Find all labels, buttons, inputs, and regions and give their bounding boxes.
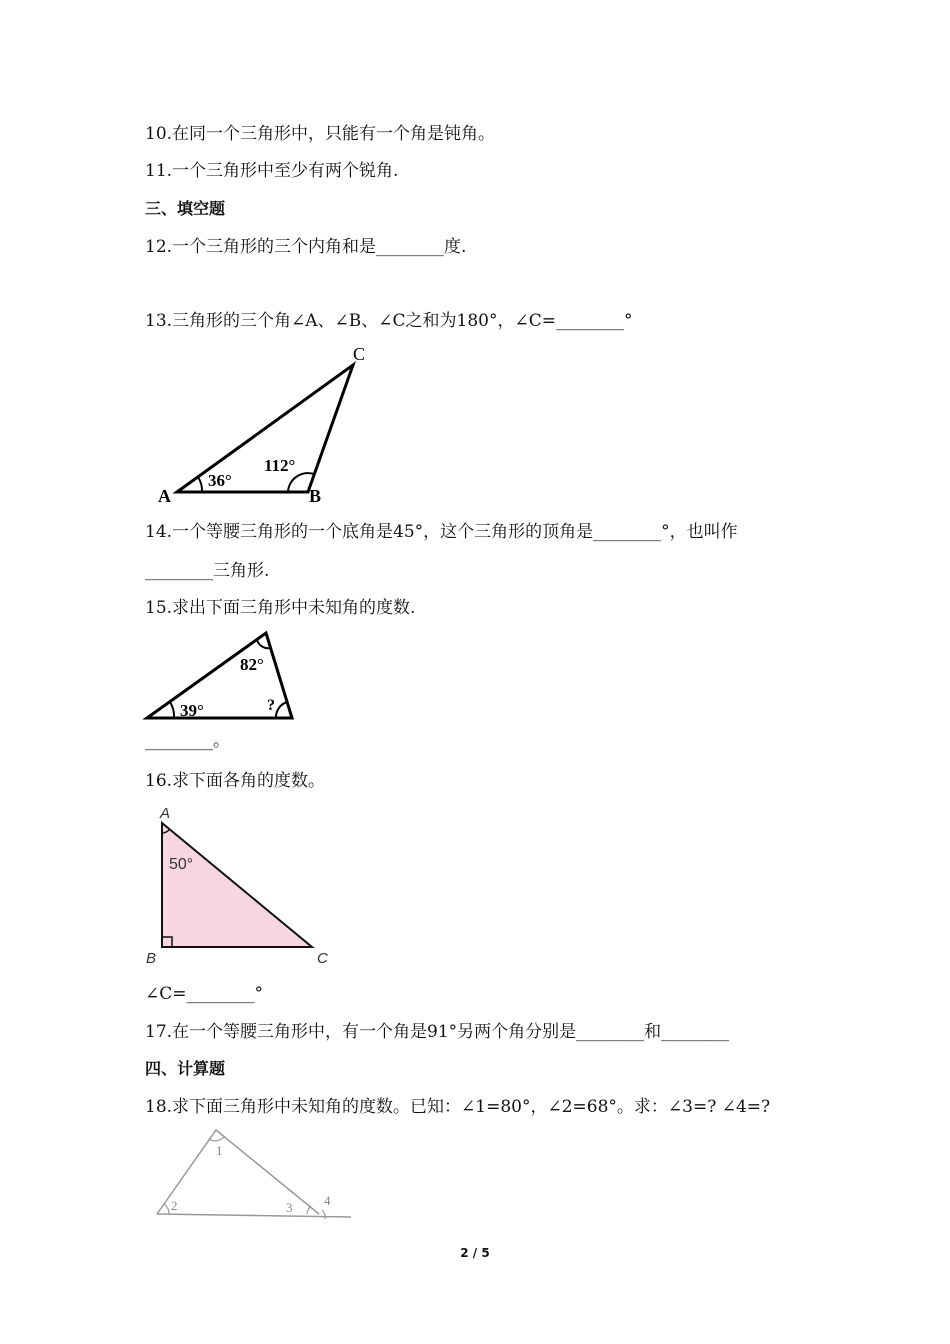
angle-2-arc <box>164 1204 169 1214</box>
question-11: 11.一个三角形中至少有两个锐角. <box>145 161 399 181</box>
question-14-line-2: ________三角形. <box>145 561 270 581</box>
triangle-figure-q15 <box>140 625 310 725</box>
angle-3-arc <box>307 1206 311 1214</box>
angle-4-arc <box>322 1210 325 1219</box>
top-angle-value: 82° <box>240 655 264 674</box>
vertex-c-label: C <box>317 950 328 967</box>
right-triangle <box>162 823 312 947</box>
angle-2-label: 2 <box>171 1198 178 1213</box>
angle-4-label: 4 <box>324 1193 331 1208</box>
section-heading-calculation: 四、计算题 <box>145 1059 226 1078</box>
angle-3-label: 3 <box>286 1200 293 1215</box>
angle-a-arc <box>198 477 202 492</box>
question-15-answer: ________。 <box>145 731 230 751</box>
angle-a-value: 50° <box>169 856 194 873</box>
angle-a-value: 36° <box>208 471 232 490</box>
angle-1-label: 1 <box>216 1143 223 1158</box>
question-13: 13.三角形的三个角∠A、∠B、∠C之和为180°，∠C=________° <box>145 311 633 331</box>
question-18: 18.求下面三角形中未知角的度数。已知：∠1=80°，∠2=68°。求：∠3=? ∠4=? <box>145 1097 771 1117</box>
left-angle-value: 39° <box>180 701 204 720</box>
question-12: 12.一个三角形的三个内角和是________度. <box>145 237 467 257</box>
question-16: 16.求下面各角的度数。 <box>145 771 326 791</box>
angle-b-value: 112° <box>264 456 296 475</box>
question-16-answer: ∠C=________° <box>145 984 263 1004</box>
page-number: 2 / 5 <box>460 1246 490 1260</box>
question-17: 17.在一个等腰三角形中，有一个角是91°另两个角分别是________和________ <box>145 1022 730 1042</box>
vertex-b-label: B <box>309 486 322 506</box>
section-heading-fill-blank: 三、填空题 <box>145 199 226 218</box>
triangle-figure-q16 <box>140 798 340 970</box>
left-angle-arc <box>170 702 174 718</box>
triangle-figure-q18 <box>150 1125 360 1225</box>
question-10: 10.在同一个三角形中，只能有一个角是钝角。 <box>145 124 496 144</box>
right-angle-arc <box>276 702 287 718</box>
question-15: 15.求出下面三角形中未知角的度数. <box>145 598 416 618</box>
vertex-a-label: A <box>158 486 171 506</box>
vertex-a-label: A <box>160 805 171 822</box>
vertex-c-label: C <box>353 344 366 364</box>
triangle-figure-q13 <box>150 340 380 510</box>
vertex-b-label: B <box>146 950 157 967</box>
question-14-line-1: 14.一个等腰三角形的一个底角是45°，这个三角形的顶角是________°，也叫作 <box>145 522 738 542</box>
right-angle-value: ? <box>267 697 275 714</box>
triangle-sides <box>157 1130 319 1214</box>
extended-base-line <box>157 1214 351 1217</box>
